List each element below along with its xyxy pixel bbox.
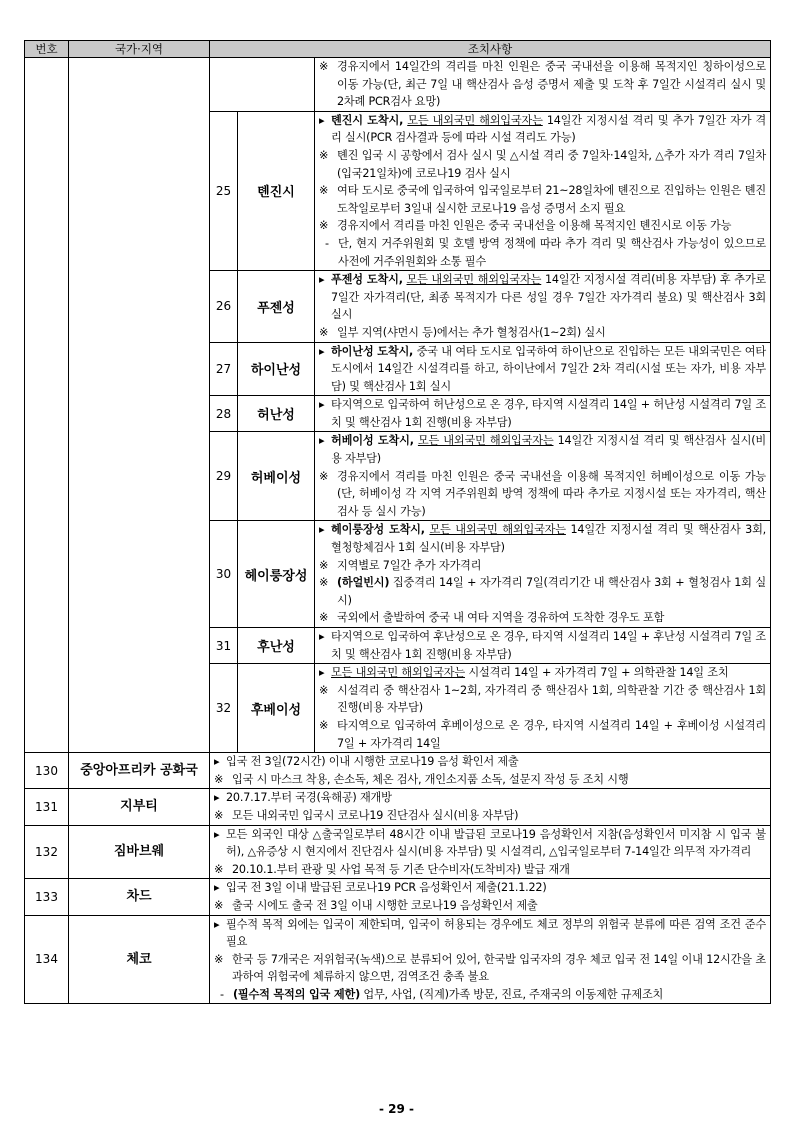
measures-cell — [315, 111, 771, 270]
city-name: 후베이성 — [238, 664, 315, 753]
header-number: 번호 — [25, 41, 69, 58]
body-text: 타지역으로 입국하여 후베이성으로 온 경우, 타지역 시설격리 14일 + 후베이성 시설격리 7일 + 자가격리 14일 — [337, 718, 767, 750]
measure-line — [319, 682, 766, 717]
city-name: 후난성 — [238, 628, 315, 664]
reference-marker: ※ — [319, 611, 329, 625]
measures-cell — [315, 58, 771, 112]
city-name: 하이난성 — [238, 342, 315, 396]
body-text: 일부 지역(샤먼시 등)에서는 추가 혈청검사(1~2회) 실시 — [337, 325, 606, 339]
measure-text — [226, 753, 766, 771]
country-number: 131 — [25, 789, 69, 825]
measure-line — [319, 664, 766, 682]
city-number: 27 — [210, 342, 238, 396]
underlined-text: 모든 내외국민 해외입국자는 — [331, 666, 465, 680]
body-text: 중국 내 여타 도시로 입국하여 하이난으로 진입하는 모든 내외국민은 여타 도시에서 14일간 시설격리를 하고, 하이난에서 7일간 2차 격리(시설 또는 자가, 비용 자부담) 및 핵산검사 1회 실시 — [331, 344, 767, 393]
measures-cell — [315, 396, 771, 432]
measure-line — [319, 182, 766, 217]
bullet-marker: ▸ — [319, 434, 325, 448]
header-region: 국가·지역 — [69, 41, 210, 58]
reference-marker: ※ — [319, 148, 329, 162]
dash-marker: - — [220, 987, 224, 1001]
quarantine-measures-table — [24, 40, 771, 1004]
body-text: 입국 전 3일 이내 발급된 코로나19 PCR 음성확인서 제출(21.1.22) — [226, 881, 547, 895]
header-measures: 조치사항 — [210, 41, 771, 58]
measure-text — [337, 682, 766, 717]
bullet-marker: ▸ — [319, 523, 325, 537]
bold-heading: 헤이룽장성 도착시, — [331, 523, 425, 537]
measure-line — [319, 468, 766, 521]
measure-line — [214, 986, 766, 1004]
measure-line — [214, 916, 766, 951]
body-text: 톈진 입국 시 공항에서 검사 실시 및 △시설 격리 중 7일차·14일차, △추가 자가 격리 7일차(입국21일차)에 코로나19 검사 실시 — [337, 148, 767, 180]
city-number: 28 — [210, 396, 238, 432]
body-text: 한국 등 7개국은 저위험국(녹색)으로 분류되어 있어, 한국발 입국자의 경우 체코 입국 전 14일 이내 12시간을 초과하여 위험국에 체류하지 않으면, 검역조건 충족 불요 — [232, 952, 767, 984]
country-name: 중앙아프리카 공화국 — [69, 753, 210, 789]
country-name: 체코 — [69, 915, 210, 1004]
measure-text — [331, 343, 766, 396]
bullet-marker: ▸ — [214, 755, 220, 769]
measure-text — [337, 58, 766, 111]
measure-text — [232, 771, 766, 789]
reference-marker: ※ — [214, 898, 224, 912]
city-number: 32 — [210, 664, 238, 753]
country-row — [25, 825, 771, 879]
country-name: 차드 — [69, 879, 210, 915]
country-number: 133 — [25, 879, 69, 915]
measure-line — [319, 557, 766, 575]
measure-line — [214, 861, 766, 879]
body-text: 여타 도시로 중국에 입국하여 입국일로부터 21~28일차에 톈진으로 진입하는 인원은 톈진 도착일로부터 3일내 실시한 코로나19 음성 증명서 소지 필요 — [337, 184, 767, 215]
body-text: 업무, 사업, (직계)가족 방문, 진료, 주재국의 이동제한 규제조치 — [363, 987, 664, 1001]
measure-text — [226, 789, 766, 807]
country-name: 지부티 — [69, 789, 210, 825]
country-name: 짐바브웨 — [69, 825, 210, 879]
measures-cell — [210, 825, 771, 879]
city-name: 허난성 — [238, 396, 315, 432]
bold-heading: 푸젠성 도착시, — [331, 273, 403, 287]
measures-cell — [315, 521, 771, 628]
measure-text — [232, 951, 766, 986]
measure-text — [331, 396, 766, 431]
measures-cell — [315, 432, 771, 521]
measure-line — [319, 112, 766, 147]
bullet-marker: ▸ — [319, 344, 325, 358]
measure-text — [337, 609, 766, 627]
measure-text — [232, 861, 766, 879]
measures-cell — [315, 664, 771, 753]
bullet-marker: ▸ — [319, 273, 325, 287]
reference-marker: ※ — [319, 718, 329, 732]
body-text: 경유지에서 격리를 마친 인원은 중국 국내선을 이용해 목적지인 허베이성으로 이동 가능(단, 허베이성 각 지역 거주위원회 방역 정책에 따라 추가로 지정시설 또는 자가격리, 핵산검사 등 실시 가능) — [337, 469, 767, 518]
body-text: 14일간 지정시설 격리 및 핵산검사 3회, 혈청항체검사 1회 실시(비용 자부담) — [331, 523, 767, 555]
body-text: 14일간 지정시설 격리 및 핵산검사 실시(비용 자부담) — [331, 434, 767, 466]
bold-heading: 하이난성 도착시, — [331, 344, 414, 358]
page-number: - 29 - — [378, 1102, 414, 1116]
measure-line — [319, 217, 766, 235]
measure-line — [319, 574, 766, 609]
body-text: 모든 내외국민 입국시 코로나19 진단검사 실시(비용 자부담) — [232, 808, 519, 822]
measure-line — [319, 609, 766, 627]
bullet-marker: ▸ — [319, 666, 325, 680]
underlined-text: 모든 내외국민 해외입국자는 — [429, 523, 566, 537]
country-row — [25, 879, 771, 915]
measure-line — [214, 753, 766, 771]
city-name: 푸젠성 — [238, 271, 315, 342]
body-text: 단, 현지 거주위원회 및 호텔 방역 정책에 따라 추가 격리 및 핵산검사 가능성이 있으므로 사전에 거주위원회와 소통 필수 — [338, 236, 767, 268]
country-number: 134 — [25, 915, 69, 1004]
body-text: 입국 전 3일(72시간) 이내 시행한 코로나19 음성 확인서 제출 — [226, 755, 519, 769]
underlined-text: 모든 내외국민 해외입국자는 — [406, 273, 542, 287]
measure-line — [319, 324, 766, 342]
measure-text — [232, 897, 766, 915]
measure-line — [319, 271, 766, 324]
measure-line — [319, 628, 766, 663]
china-continuation-row — [25, 58, 771, 112]
country-number-cell — [25, 58, 69, 753]
measures-cell — [210, 789, 771, 825]
measures-cell — [315, 271, 771, 342]
body-text: 시설격리 중 핵산검사 1~2회, 자가격리 중 핵산검사 1회, 의학관찰 기간 중 핵산검사 1회 진행(비용 자부담) — [337, 683, 767, 715]
city-number: 29 — [210, 432, 238, 521]
measure-text — [337, 182, 766, 217]
bullet-marker: ▸ — [319, 113, 325, 127]
measure-line — [214, 826, 766, 861]
country-row — [25, 915, 771, 1004]
body-text: 타지역으로 입국하여 후난성으로 온 경우, 타지역 시설격리 14일 + 후난성 시설격리 7일 조치 및 핵산검사 1회 진행(비용 자부담) — [331, 630, 767, 661]
body-text: 20.7.17.부터 국경(육해공) 재개방 — [226, 791, 392, 805]
bullet-marker: ▸ — [214, 881, 220, 895]
city-number: 26 — [210, 271, 238, 342]
reference-marker: ※ — [214, 772, 224, 786]
measure-line — [214, 879, 766, 897]
reference-marker: ※ — [319, 558, 329, 572]
measure-line — [319, 432, 766, 467]
reference-marker: ※ — [214, 952, 224, 966]
body-text: 시설격리 14일 + 자가격리 7일 + 의학관찰 14일 조치 — [465, 666, 729, 680]
body-text: 타지역으로 입국하여 허난성으로 온 경우, 타지역 시설격리 14일 + 허난성 시설격리 7일 조치 및 핵산검사 1회 진행(비용 자부담) — [331, 398, 767, 429]
measure-text — [226, 879, 766, 897]
reference-marker: ※ — [319, 325, 329, 339]
bullet-marker: ▸ — [214, 827, 220, 841]
measure-text — [226, 826, 766, 861]
measure-line — [319, 343, 766, 396]
city-name: 허베이성 — [238, 432, 315, 521]
body-text: 입국 시 마스크 착용, 손소독, 체온 검사, 개인소지품 소독, 설문지 작성 등 조치 시행 — [232, 772, 629, 786]
measures-cell — [210, 879, 771, 915]
measure-line — [214, 807, 766, 825]
measure-text — [331, 432, 766, 467]
measure-line — [214, 897, 766, 915]
measure-line — [319, 235, 766, 270]
measure-line — [319, 147, 766, 182]
measure-text — [233, 986, 766, 1004]
reference-marker: ※ — [319, 60, 329, 73]
measures-cell — [210, 915, 771, 1004]
city-name: 헤이룽장성 — [238, 521, 315, 628]
measure-line — [214, 951, 766, 986]
body-text: 경유지에서 14일간의 격리를 마친 인원은 중국 국내선을 이용해 목적지인 칭하이성으로 이동 가능(단, 최근 7일 내 핵산검사 음성 증명서 제출 및 도착 후 7일간 시설격리 실시 및 2차례 PCR검사 요망) — [337, 60, 767, 109]
city-number: 30 — [210, 521, 238, 628]
measure-text — [331, 112, 766, 147]
bold-heading: 톈진시 도착시, — [331, 113, 404, 127]
measure-text — [232, 807, 766, 825]
reference-marker: ※ — [319, 469, 329, 483]
measure-text — [337, 217, 766, 235]
body-text: 지역별로 7일간 추가 자가격리 — [337, 558, 482, 572]
bold-heading: (필수적 목적의 입국 제한) — [233, 987, 360, 1001]
measure-line — [319, 521, 766, 556]
measure-text — [338, 235, 766, 270]
measure-text — [331, 521, 766, 556]
empty-city-cell — [210, 58, 315, 112]
bold-heading: 허베이성 도착시, — [331, 434, 414, 448]
bullet-marker: ▸ — [319, 398, 325, 412]
measure-text — [331, 664, 766, 682]
measure-line — [214, 771, 766, 789]
measure-text — [331, 628, 766, 663]
country-row — [25, 753, 771, 789]
city-number: 25 — [210, 111, 238, 270]
reference-marker: ※ — [319, 219, 329, 233]
city-name: 톈진시 — [238, 111, 315, 270]
measure-text — [337, 324, 766, 342]
measures-cell — [315, 342, 771, 396]
body-text: 집중격리 14일 + 자가격리 7일(격리기간 내 핵산검사 3회 + 혈청검사 1회 실시) — [337, 576, 767, 607]
dash-marker: - — [325, 236, 329, 250]
body-text: 경유지에서 격리를 마친 인원은 중국 국내선을 이용해 목적지인 톈진시로 이동 가능 — [337, 219, 732, 233]
bold-heading: (하얼빈시) — [337, 576, 390, 590]
measure-line — [319, 396, 766, 431]
reference-marker: ※ — [319, 184, 329, 198]
country-name-cell — [69, 58, 210, 753]
bullet-marker: ▸ — [319, 630, 325, 643]
body-text: 14일간 지정시설 격리 및 추가 7일간 자가 격리 실시(PCR 검사결과 등에 따라 시설 격리도 가능) — [331, 113, 767, 145]
country-row — [25, 789, 771, 825]
body-text: 필수적 목적 외에는 입국이 제한되며, 입국이 허용되는 경우에도 체코 정부의 위험국 분류에 따른 검역 조건 준수 필요 — [226, 917, 767, 949]
measures-cell — [315, 628, 771, 664]
body-text: 14일간 지정시설 격리(비용 자부담) 후 추가로 7일간 자가격리(단, 최종 목적지가 다른 성일 경우 7일간 자가격리 불요) 및 핵산검사 3회 실시 — [331, 273, 767, 322]
measure-text — [331, 271, 766, 324]
table-header-row — [25, 41, 771, 58]
reference-marker: ※ — [319, 576, 329, 590]
country-number: 130 — [25, 753, 69, 789]
body-text: 20.10.1.부터 관광 및 사업 목적 등 기존 단수비자(도착비자) 발급 재개 — [232, 862, 570, 876]
underlined-text: 모든 내외국민 해외입국자는 — [407, 113, 543, 127]
bullet-marker: ▸ — [214, 791, 220, 805]
body-text: 국외에서 출발하여 중국 내 여타 지역을 경유하여 도착한 경우도 포함 — [337, 611, 665, 625]
measure-line — [319, 58, 766, 111]
country-number: 132 — [25, 825, 69, 879]
measure-text — [337, 574, 766, 609]
city-number: 31 — [210, 628, 238, 664]
measure-text — [337, 717, 766, 752]
body-text: 출국 시에도 출국 전 3일 이내 시행한 코로나19 음성확인서 제출 — [232, 898, 538, 912]
measure-text — [337, 468, 766, 521]
measure-text — [337, 147, 766, 182]
reference-marker: ※ — [319, 683, 329, 697]
reference-marker: ※ — [214, 808, 224, 822]
measure-line — [214, 789, 766, 807]
measure-line — [319, 717, 766, 752]
bullet-marker: ▸ — [214, 917, 220, 931]
measure-text — [337, 557, 766, 575]
reference-marker: ※ — [214, 862, 224, 876]
underlined-text: 모든 내외국민 해외입국자는 — [417, 434, 554, 448]
measure-text — [226, 916, 766, 951]
measures-cell — [210, 753, 771, 789]
body-text: 모든 외국인 대상 △출국일로부터 48시간 이내 발급된 코로나19 음성확인서 지참(음성확인서 미지참 시 입국 불허), △유증상 시 현지에서 진단검사 실시(비용 자부담) 및 시설격리, △입국일로부터 7-14일간 의무적 자가격리 — [226, 827, 767, 859]
